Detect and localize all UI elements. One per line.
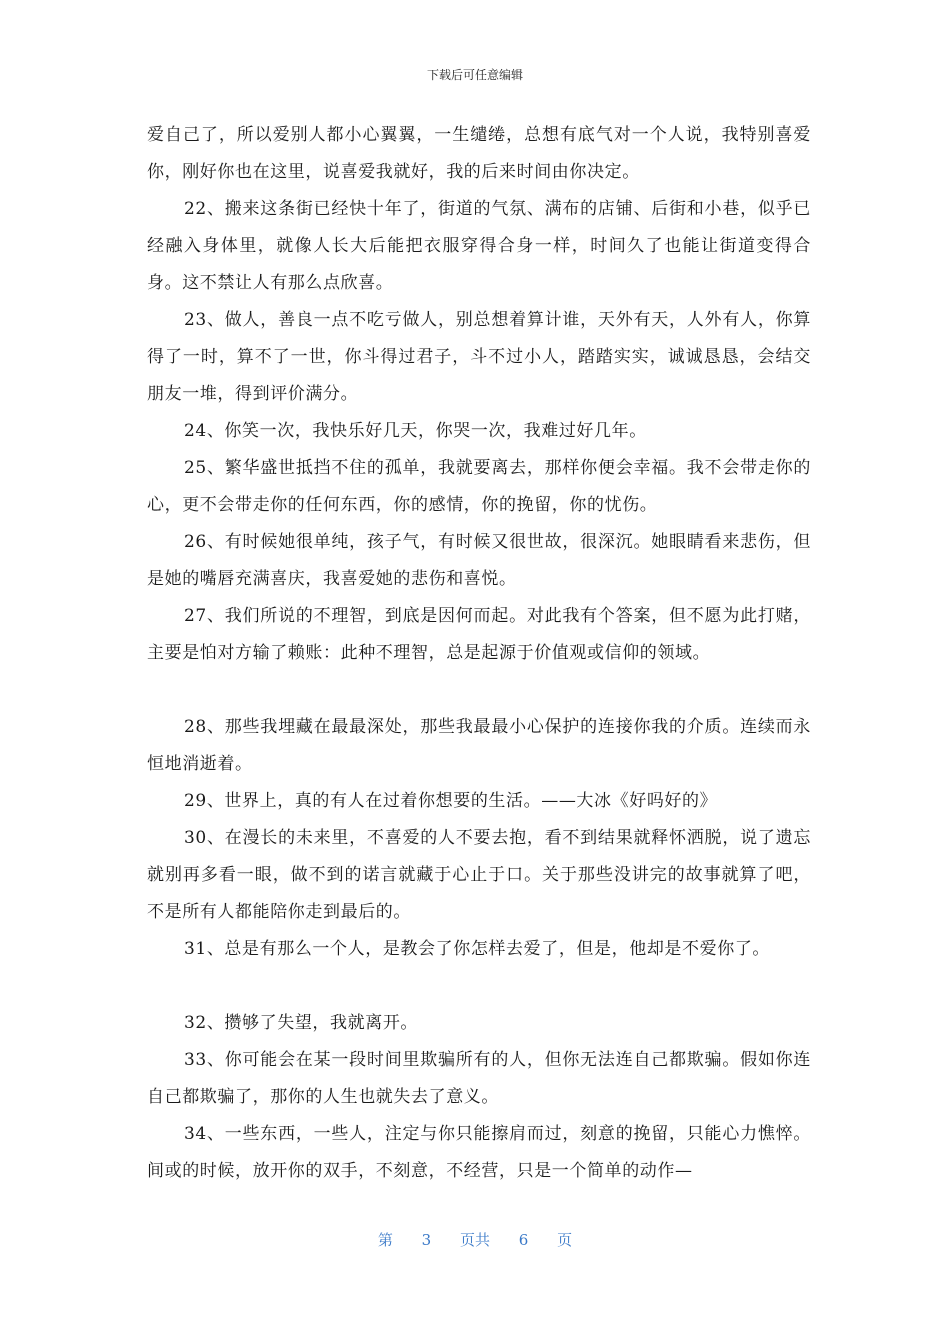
header-text: 下载后可任意编辑 — [426, 68, 523, 82]
paragraph-26: 26、有时候她很单纯，孩子气，有时候又很世故，很深沉。她眼睛看来悲伤，但是她的嘴唇充满喜庆，我喜爱她的悲伤和喜悦。 — [147, 532, 811, 589]
paragraph-29: 29、世界上，真的有人在过着你想要的生活。——大冰《好吗好的》 — [184, 791, 718, 811]
paragraph-32: 32、攒够了失望，我就离开。 — [184, 1013, 419, 1033]
footer-suffix: 页 — [557, 1231, 573, 1249]
paragraph-23: 23、做人，善良一点不吃亏做人，别总想着算计谁，天外有天，人外有人，你算得了一时，算不了一世，你斗得过君子，斗不过小人，踏踏实实，诚诚恳恳，会结交朋友一堆，得到评价满分。 — [147, 310, 811, 404]
paragraph-30: 30、在漫长的未来里，不喜爱的人不要去抱，看不到结果就释怀洒脱，说了遗忘就别再多看一眼，做不到的诺言就藏于心止于口。关于那些没讲完的故事就算了吧，不是所有人都能陪你走到最后的。 — [147, 828, 811, 922]
paragraph-27: 27、我们所说的不理智，到底是因何而起。对此我有个答案，但不愿为此打赌，主要是怕对方输了赖账：此种不理智，总是起源于价值观或信仰的领域。 — [147, 606, 811, 663]
paragraph-25: 25、繁华盛世抵挡不住的孤单，我就要离去，那样你便会幸福。我不会带走你的心，更不会带走你的任何东西，你的感情，你的挽留，你的忧伤。 — [147, 458, 811, 515]
paragraph-33: 33、你可能会在某一段时间里欺骗所有的人，但你无法连自己都欺骗。假如你连自己都欺骗了，那你的人生也就失去了意义。 — [147, 1050, 811, 1107]
page-header — [0, 67, 950, 83]
blank-line — [147, 672, 811, 709]
footer-prefix: 第 — [377, 1231, 393, 1249]
footer-total-pages: 6 — [518, 1231, 529, 1249]
paragraph-24: 24、你笑一次，我快乐好几天，你哭一次，我难过好几年。 — [184, 421, 647, 441]
paragraph-34: 34、一些东西，一些人，注定与你只能擦肩而过，刻意的挽留，只能心力憔悴。间或的时候，放开你的双手，不刻意，不经营，只是一个简单的动作— — [147, 1124, 811, 1181]
paragraph-31: 31、总是有那么一个人，是教会了你怎样去爱了，但是，他却是不爱你了。 — [184, 939, 771, 959]
document-body — [147, 117, 811, 1190]
blank-line — [147, 968, 811, 1005]
page-footer — [0, 1230, 950, 1250]
paragraph-continuation: 爱自己了，所以爱别人都小心翼翼，一生缱绻，总想有底气对一个人说，我特别喜爱你，刚好你也在这里，说喜爱我就好，我的后来时间由你决定。 — [147, 125, 811, 182]
footer-middle: 页共 — [459, 1231, 490, 1249]
footer-page-number: 3 — [421, 1231, 432, 1249]
paragraph-22: 22、搬来这条街已经快十年了，街道的气氛、满布的店铺、后街和小巷，似乎已经融入身体里，就像人长大后能把衣服穿得合身一样，时间久了也能让街道变得合身。这不禁让人有那么点欣喜。 — [147, 199, 811, 293]
paragraph-28: 28、那些我埋藏在最最深处，那些我最最小心保护的连接你我的介质。连续而永恒地消逝着。 — [147, 717, 811, 774]
